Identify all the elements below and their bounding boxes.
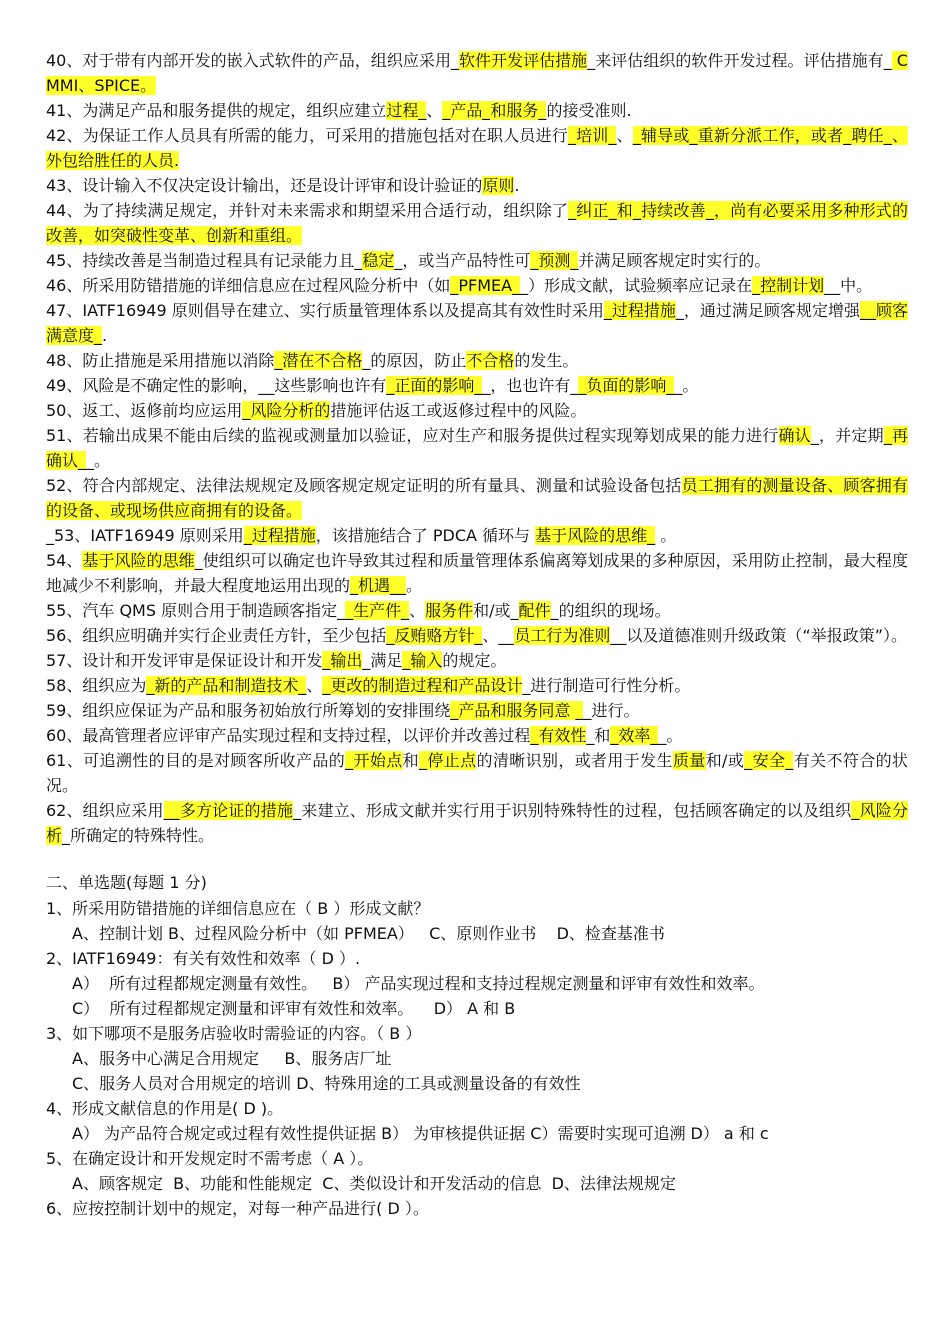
question-text: 58、组织应为 <box>46 676 147 695</box>
highlighted-answer: 基于风险的思维 <box>82 551 195 570</box>
question-text: ，该措施结合了 PDCA 循环与 <box>315 526 536 545</box>
choice-question: 6、应按控制计划中的规定，对每一种产品进行( D ）。 <box>46 1199 429 1218</box>
highlighted-answer: 软件开发评估措施 <box>458 51 588 70</box>
question-text: 60、最高管理者应评审产品实现过程和支持过程，以评价并改善过程 <box>46 726 531 745</box>
question-text: _的组织的现场。 <box>550 601 671 620</box>
fill-item-q44 <box>46 198 908 248</box>
highlighted-answer: 员工行为准则 <box>514 626 611 645</box>
fill-item-q41 <box>46 98 908 123</box>
question-text: 措施评估返工或返修过程中的风险。 <box>330 401 587 420</box>
highlighted-answer: CMMI、SPICE。 <box>46 51 908 95</box>
fill-item-q60 <box>46 723 908 748</box>
choice-question: 3、如下哪项不是服务店验收时需验证的内容。（ B ） <box>46 1024 422 1043</box>
highlighted-answer: _新的产品和制造技术_ <box>146 676 307 695</box>
highlighted-answer: _有效性 <box>530 726 587 745</box>
question-text: 61、可追溯性的目的是对顾客所收产品的 <box>46 751 346 770</box>
fill-item-q58 <box>46 673 908 698</box>
fill-item-q57 <box>46 648 908 673</box>
fill-item-q54 <box>46 548 908 598</box>
fill-in-blank-list <box>46 48 908 848</box>
choice-options: A） 所有过程都规定测量有效性。 B） 产品实现过程和支持过程规定测量和评审有效性和效率。 <box>72 974 765 993</box>
question-text: 的接受准则. <box>546 101 632 120</box>
question-text: _进行制造可行性分析。 <box>522 676 691 695</box>
question-text: 并满足顾客规定时实行的。 <box>578 251 771 270</box>
question-text: _，也也许有_ <box>482 376 579 395</box>
question-text: 、 <box>616 126 633 145</box>
question-text: 54、 <box>46 551 83 570</box>
question-text: _，通过满足顾客规定增强 <box>675 301 860 320</box>
fill-item-q59 <box>46 698 908 723</box>
question-text: 和 <box>402 751 419 770</box>
highlighted-answer: _控制计划 <box>752 276 825 295</box>
question-text: 、 <box>306 676 323 695</box>
highlighted-answer: 原则 <box>482 176 515 195</box>
fill-item-q61 <box>46 748 908 798</box>
choice-options: A、服务中心满足合用规定 B、服务店厂址 <box>72 1049 392 1068</box>
highlighted-answer: 不合格 <box>466 351 515 370</box>
highlighted-answer: _产品和服务同意 _ <box>450 701 584 720</box>
question-text: 、 <box>426 101 443 120</box>
fill-item-q46 <box>46 273 908 298</box>
question-text: _和 <box>586 726 611 745</box>
question-text: . <box>514 176 520 195</box>
highlighted-answer: _更改的制造过程和产品设计 <box>322 676 523 695</box>
highlighted-answer: _输入 <box>402 651 443 670</box>
highlighted-answer: _潜在不合格 <box>274 351 363 370</box>
fill-item-q42 <box>46 123 908 173</box>
question-text: 57、设计和开发评审是保证设计和开发 <box>46 651 323 670</box>
choice-question: 4、形成文献信息的作用是( D )。 <box>46 1099 284 1118</box>
question-text: 和/或_ <box>473 601 519 620</box>
fill-item-q56 <box>46 623 908 648</box>
highlighted-answer: 和服务_ <box>490 101 547 120</box>
question-text: 41、为满足产品和服务提供的规定，组织应建立 <box>46 101 387 120</box>
highlighted-answer: _效率_ <box>610 726 659 745</box>
highlighted-answer: __顾客满意度_ <box>46 301 908 345</box>
highlighted-answer: _培训_ <box>567 126 617 145</box>
highlighted-answer: 配件 <box>518 601 551 620</box>
highlighted-answer: 质量 <box>672 751 706 770</box>
question-text: _使组织可以确定也许导致其过程和质量管理体系偏离筹划成果的多种原因，采用防止控制，最大程度地减少不利影响，并最大程度地运用出现的 <box>46 551 908 595</box>
highlighted-answer: _开始点 <box>345 751 403 770</box>
question-text: 52、符合内部规定、法律法规规定及顾客规定规定证明的所有量具、测量和试验设备包括 <box>46 476 682 495</box>
highlighted-answer: _辅导或_重新分派工作，或者_聘任_、外包给胜任的人员. <box>46 126 908 170</box>
highlighted-answer: _过程措施 <box>243 526 316 545</box>
choice-options: C、服务人员对合用规定的培训 D、特殊用途的工具或测量设备的有效性 <box>72 1074 581 1093</box>
single-choice-list <box>46 896 908 1221</box>
question-text: _53、IATF16949 原则采用 <box>46 526 244 545</box>
question-text: _来评估组织的软件开发过程。评估措施有_ <box>587 51 892 70</box>
highlighted-answer: _正面的影响_ <box>386 376 483 395</box>
question-text: 有关不符合的状况。 <box>46 751 908 795</box>
choice-options: A、控制计划 B、过程风险分析中（如 PFMEA） C、原则作业书 D、检查基准书 <box>72 924 665 943</box>
highlighted-answer: _生产件_ <box>345 601 410 620</box>
question-text: 、__ <box>482 626 515 645</box>
question-text: 42、为保证工作人员具有所需的能力，可采用的措施包括对在职人员进行 <box>46 126 568 145</box>
question-text: 62、组织应采用 <box>46 801 164 820</box>
choice-question: 2、IATF16949：有关有效性和效率（ D ）. <box>46 949 361 968</box>
question-text: 49、风险是不确定性的影响，__这些影响也许有 <box>46 376 387 395</box>
highlighted-answer: _风险分析 <box>46 801 908 845</box>
fill-item-q43 <box>46 173 908 198</box>
fill-item-q40 <box>46 48 908 98</box>
question-text: 50、返工、返修前均应运用 <box>46 401 243 420</box>
question-text: . <box>102 326 108 345</box>
question-text: 40、对于带有内部开发的嵌入式软件的产品，组织应采用_ <box>46 51 459 70</box>
highlighted-answer: _风险分析的 <box>242 401 331 420</box>
choice-options: A、顾客规定 B、功能和性能规定 C、类似设计和开发活动的信息 D、法律法规规定 <box>72 1174 676 1193</box>
highlighted-answer: _负面的影响_ <box>578 376 675 395</box>
highlighted-answer: _纠正_和_持续改善_，尚有必要采用多种形式的改善，如突破性变革、创新和重组。 <box>46 201 908 245</box>
question-text: 的规定。 <box>442 651 507 670</box>
question-text: 、 <box>409 601 426 620</box>
question-text: 46、所采用防错措施的详细信息应在过程风险分析中（如 <box>46 276 451 295</box>
question-text: 。 <box>406 576 423 595</box>
question-text: 的发生。 <box>514 351 579 370</box>
highlighted-answer: _输出 <box>322 651 363 670</box>
fill-item-q47 <box>46 298 908 348</box>
highlighted-answer: _预测_ <box>530 251 579 270</box>
highlighted-answer: 基于风险的思维_ <box>535 526 656 545</box>
highlighted-answer: 服务件 <box>425 601 474 620</box>
fill-item-q55 <box>46 598 908 623</box>
question-text: _，并定期 <box>810 426 884 445</box>
question-text: _）形成文献，试验频率应记录在 <box>520 276 753 295</box>
fill-item-q62 <box>46 798 908 848</box>
question-text: __以及道德准则升级政策（“举报政策”）。 <box>610 626 908 645</box>
question-text: _，或当产品特性可 <box>394 251 531 270</box>
question-text: _。 <box>86 451 111 470</box>
choice-options: C） 所有过程都规定测量和评审有效性和效率。 D） A 和 B <box>72 999 516 1018</box>
fill-item-q48 <box>46 348 908 373</box>
highlighted-answer: _过程措施 <box>603 301 676 320</box>
question-text: 45、持续改善是当制造过程具有记录能力且_ <box>46 251 363 270</box>
highlighted-answer: _机遇__ <box>350 576 407 595</box>
fill-item-q51 <box>46 423 908 473</box>
fill-item-q50 <box>46 398 908 423</box>
choice-question: 5、在确定设计和开发规定时不需考虑（ A ）。 <box>46 1149 374 1168</box>
highlighted-answer: _反贿赂方针_ <box>386 626 483 645</box>
highlighted-answer: 稳定 <box>362 251 395 270</box>
choice-options: A） 为产品符合规定或过程有效性提供证据 B） 为审核提供证据 C）需要时实现可追溯 D） a 和 c <box>72 1124 769 1143</box>
question-text: 48、防止措施是采用措施以消除 <box>46 351 275 370</box>
question-text: 56、组织应明确并实行企业责任方针，至少包括 <box>46 626 387 645</box>
highlighted-answer: _产品_ <box>442 101 491 120</box>
fill-item-q45 <box>46 248 908 273</box>
highlighted-answer: 过程_ <box>386 101 427 120</box>
highlighted-answer: _停止点 <box>418 751 477 770</box>
question-text: _来建立、形成文献并实行用于识别特殊特性的过程，包括顾客确定的以及组织 <box>293 801 852 820</box>
question-text: 。 <box>655 526 677 545</box>
fill-item-q52 <box>46 473 908 523</box>
highlighted-answer: __多方论证的措施 <box>163 801 294 820</box>
highlighted-answer: _安全_ <box>744 751 794 770</box>
question-text: _的原因，防止 <box>362 351 467 370</box>
fill-item-q49 <box>46 373 908 398</box>
question-text: 59、组织应保证为产品和服务初始放行所筹划的安排围绕 <box>46 701 451 720</box>
section-gap <box>46 848 908 870</box>
highlighted-answer: 员工拥有的测量设备、顾客拥有的设备、或现场供应商拥有的设备。 <box>46 476 908 520</box>
question-text: 43、设计输入不仅决定设计输出，还是设计评审和设计验证的 <box>46 176 483 195</box>
question-text: 44、为了持续满足规定，并针对未来需求和期望采用合适行动，组织除了 <box>46 201 569 220</box>
choice-question: 1、所采用防错措施的详细信息应在（ B ）形成文献？ <box>46 899 430 918</box>
fill-item-q53 <box>46 523 908 548</box>
question-text: __中。 <box>824 276 873 295</box>
question-text: _。 <box>658 726 683 745</box>
question-text: 的清晰识别，或者用于发生 <box>476 751 673 770</box>
highlighted-answer: 确认 <box>778 426 811 445</box>
section-title: 二、单选题(每题 1 分) <box>46 873 207 892</box>
highlighted-answer: _PFMEA_ <box>450 276 521 295</box>
question-text: _满足 <box>362 651 403 670</box>
question-text: 55、汽车 QMS 原则合用于制造顾客指定_ <box>46 601 346 620</box>
question-text: 和/或 <box>705 751 745 770</box>
question-text: 47、IATF16949 原则倡导在建立、实行质量管理体系以及提高其有效性时采用 <box>46 301 604 320</box>
question-text: _所确定的特殊特性。 <box>62 826 215 845</box>
question-text: _。 <box>674 376 699 395</box>
highlighted-answer: _再确认_ <box>46 426 908 470</box>
question-text: _进行。 <box>583 701 640 720</box>
question-text: 51、若输出成果不能由后续的监视或测量加以验证，应对生产和服务提供过程实现筹划成果的能力进行 <box>46 426 779 445</box>
